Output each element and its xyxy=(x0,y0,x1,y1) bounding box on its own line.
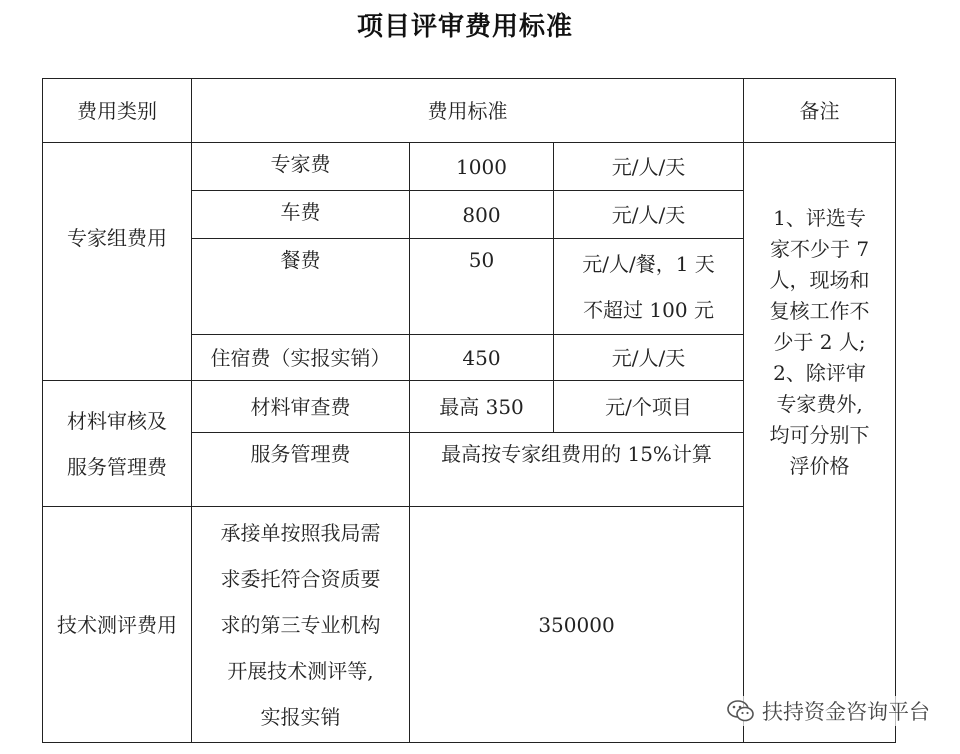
label-line: 材料审核及 xyxy=(67,408,167,433)
item-name: 专家费 xyxy=(192,143,410,191)
item-amount: 800 xyxy=(410,191,554,239)
remark-cell xyxy=(744,143,896,743)
item-name: 住宿费（实报实销） xyxy=(192,335,410,381)
header-category: 费用类别 xyxy=(43,79,192,143)
item-name: 车费 xyxy=(192,191,410,239)
remark-line: 专家费外, xyxy=(776,392,863,416)
unit-line: 元/人/餐，1 天 xyxy=(582,251,715,276)
remark-line: 人，现场和 xyxy=(769,268,870,292)
item-amount: 最高 350 xyxy=(410,381,554,433)
material-review-label xyxy=(43,381,192,507)
expert-group-label: 专家组费用 xyxy=(43,143,192,381)
unit-line: 不超过 100 元 xyxy=(583,297,714,322)
tech-eval-desc xyxy=(192,507,410,743)
item-unit: 元/人/天 xyxy=(554,143,744,191)
watermark-text: 扶持资金咨询平台 xyxy=(762,700,930,724)
table-row xyxy=(43,143,896,191)
remark-line: 浮价格 xyxy=(789,454,850,478)
tech-eval-label: 技术测评费用 xyxy=(43,507,192,743)
tech-eval-amount: 350000 xyxy=(410,507,744,743)
remark-line: 均可分别下 xyxy=(769,423,870,447)
label-line: 服务管理费 xyxy=(67,454,167,479)
item-name: 服务管理费 xyxy=(192,433,410,507)
item-unit xyxy=(554,239,744,335)
header-remark: 备注 xyxy=(744,79,896,143)
table-header-row xyxy=(43,79,896,143)
item-amount: 50 xyxy=(410,239,554,335)
desc-line: 实报实销 xyxy=(260,704,341,729)
fee-standard-table xyxy=(42,78,896,743)
item-name: 材料审查费 xyxy=(192,381,410,433)
watermark xyxy=(726,696,930,726)
desc-line: 求委托符合资质要 xyxy=(220,566,381,591)
remark-line: 1、评选专 xyxy=(773,206,866,230)
desc-line: 承接单按照我局需 xyxy=(220,520,381,545)
desc-line: 开展技术测评等, xyxy=(227,658,374,683)
wechat-icon xyxy=(726,698,756,724)
item-standard: 最高按专家组费用的 15%计算 xyxy=(410,433,744,507)
item-unit: 元/人/天 xyxy=(554,191,744,239)
item-unit: 元/人/天 xyxy=(554,335,744,381)
item-name: 餐费 xyxy=(192,239,410,335)
desc-line: 求的第三专业机构 xyxy=(220,612,381,637)
remark-line: 家不少于 7 xyxy=(769,237,870,261)
item-unit: 元/个项目 xyxy=(554,381,744,433)
header-standard: 费用标准 xyxy=(192,79,744,143)
page-title: 项目评审费用标准 xyxy=(356,12,573,42)
item-amount: 450 xyxy=(410,335,554,381)
remark-line: 复核工作不 xyxy=(769,299,870,323)
item-amount: 1000 xyxy=(410,143,554,191)
remark-line: 2、除评审 xyxy=(773,361,866,385)
remark-line: 少于 2 人; xyxy=(773,330,866,354)
